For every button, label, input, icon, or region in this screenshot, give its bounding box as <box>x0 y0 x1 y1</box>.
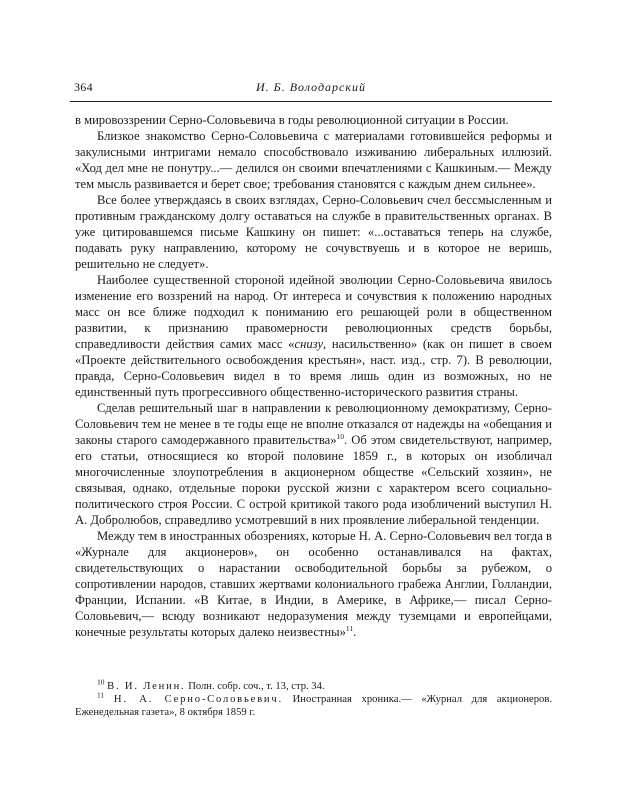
paragraph-6-text-a: Между тем в иностранных обозрениях, которые Н. А. Серно-Соловьевич вел тогда в «Журнале для акционеров», он особенно останавливался на фактах, свидетельствующих о нарастании освободительной борьбы за рубежом, о сопротивлении народов, ставших жертвами колониального грабежа Англии, Голландии, Франции, Испании. «В Китае, в Индии, в Америке, в Африке,— писал Серно-Соловьевич,— всюду возникают недоразумения между туземцами и европейцами, конечные результаты которых далеко неизвестны» <box>75 529 552 639</box>
running-head: И. Б. Володарский <box>255 80 366 94</box>
footnote-ref-10[interactable]: 10 <box>336 431 345 441</box>
footnote-ref-11[interactable]: 11 <box>345 623 354 633</box>
footnote-11-mark: 11 <box>97 690 105 700</box>
paragraph-3: Все более утверждаясь в своих взглядах, Серно-Соловьевич счел бессмысленным и противным гражданскому долгу оставаться на службе в правительственных органах. В уже цитировавшемся письме Кашкину он пишет: «...оставаться теперь на службе, подавать руку направлению, которому не сочувствуешь и в которое не веришь, решительно не следует». <box>75 193 552 271</box>
paragraph-6-text-b: . <box>353 625 357 639</box>
paragraph-4 <box>75 272 552 400</box>
header-rule <box>70 101 552 102</box>
body-text <box>75 112 552 640</box>
footnote-10 <box>75 677 552 693</box>
paragraph-5-text-a: Сделав решительный шаг в направлении к революционному демократизму, Серно-Соловьевич тем не менее в те годы еще не вполне отказался от надежды на «обещания и законы старого самодержавного правительства» <box>75 401 552 447</box>
paragraph-2: Близкое знакомство Серно-Соловьевича с материалами готовившейся реформы и закулисными интригами немало способствовало изживанию либеральных иллюзий. «Ход дел мне не понутру...— делился он своими впечатлениями с Кашкиным.— Между тем мысль развивается и берет свое; требования становятся с каждым днем сильнее». <box>75 129 552 191</box>
paragraph-5-text-b: . Об этом свидетельствуют, например, его статьи, относящиеся ко второй половине 1859 г., в которых он изобличал многочисленные злоупотребления в акционерном обществе «Сельский хозяин», не связывая, однако, отдельные пороки русской жизни с характером всего социально-политического строя России. С острой критикой такого рода изобличений выступил Н. А. Добролюбов, справедливо усмотревший в них проявление либеральной тенденции. <box>75 433 552 527</box>
paragraph-1: в мировоззрении Серно-Соловьевича в годы революционной ситуации в России. <box>75 113 509 127</box>
footnote-11-text: Иностранная хроника.— «Журнал для акционеров. Еженедельная газета», 8 октября 1859 г. <box>75 694 553 718</box>
paragraph-5 <box>75 400 552 528</box>
footnote-10-mark: 10 <box>97 677 105 687</box>
footnote-10-text: Полн. собр. соч., т. 13, стр. 34. <box>185 681 325 692</box>
footnote-11-author: Н. А. Серно-Соловьевич. <box>113 694 283 705</box>
footnote-10-author: В. И. Ленин. <box>107 681 186 692</box>
footnotes <box>75 677 553 719</box>
paragraph-4-italic: снизу <box>294 337 324 351</box>
paragraph-6 <box>75 528 552 640</box>
paragraph-4-text-b: , насильственно» (как он пишет в своем «Проекте действительного освобождения крестьян», наст. изд., стр. 7). В революции, правда, Серно-Соловьевич видел в то время лишь один из возможных, но не единственный путь прогрессивного общественно-исторического развития страны. <box>75 337 552 399</box>
page-number: 364 <box>74 80 93 94</box>
footnote-11 <box>75 690 553 719</box>
paragraph-4-text-a: Наиболее существенной стороной идейной эволюции Серно-Соловьевича явилось изменение его воззрений на народ. От интереса и сочувствия к положению народных масс он все ближе подходил к пониманию его решающей роли в общественном развитии, к признанию правомерности революционных средств борьбы, справедливости действия самих масс « <box>75 273 552 351</box>
page-header <box>70 80 552 100</box>
